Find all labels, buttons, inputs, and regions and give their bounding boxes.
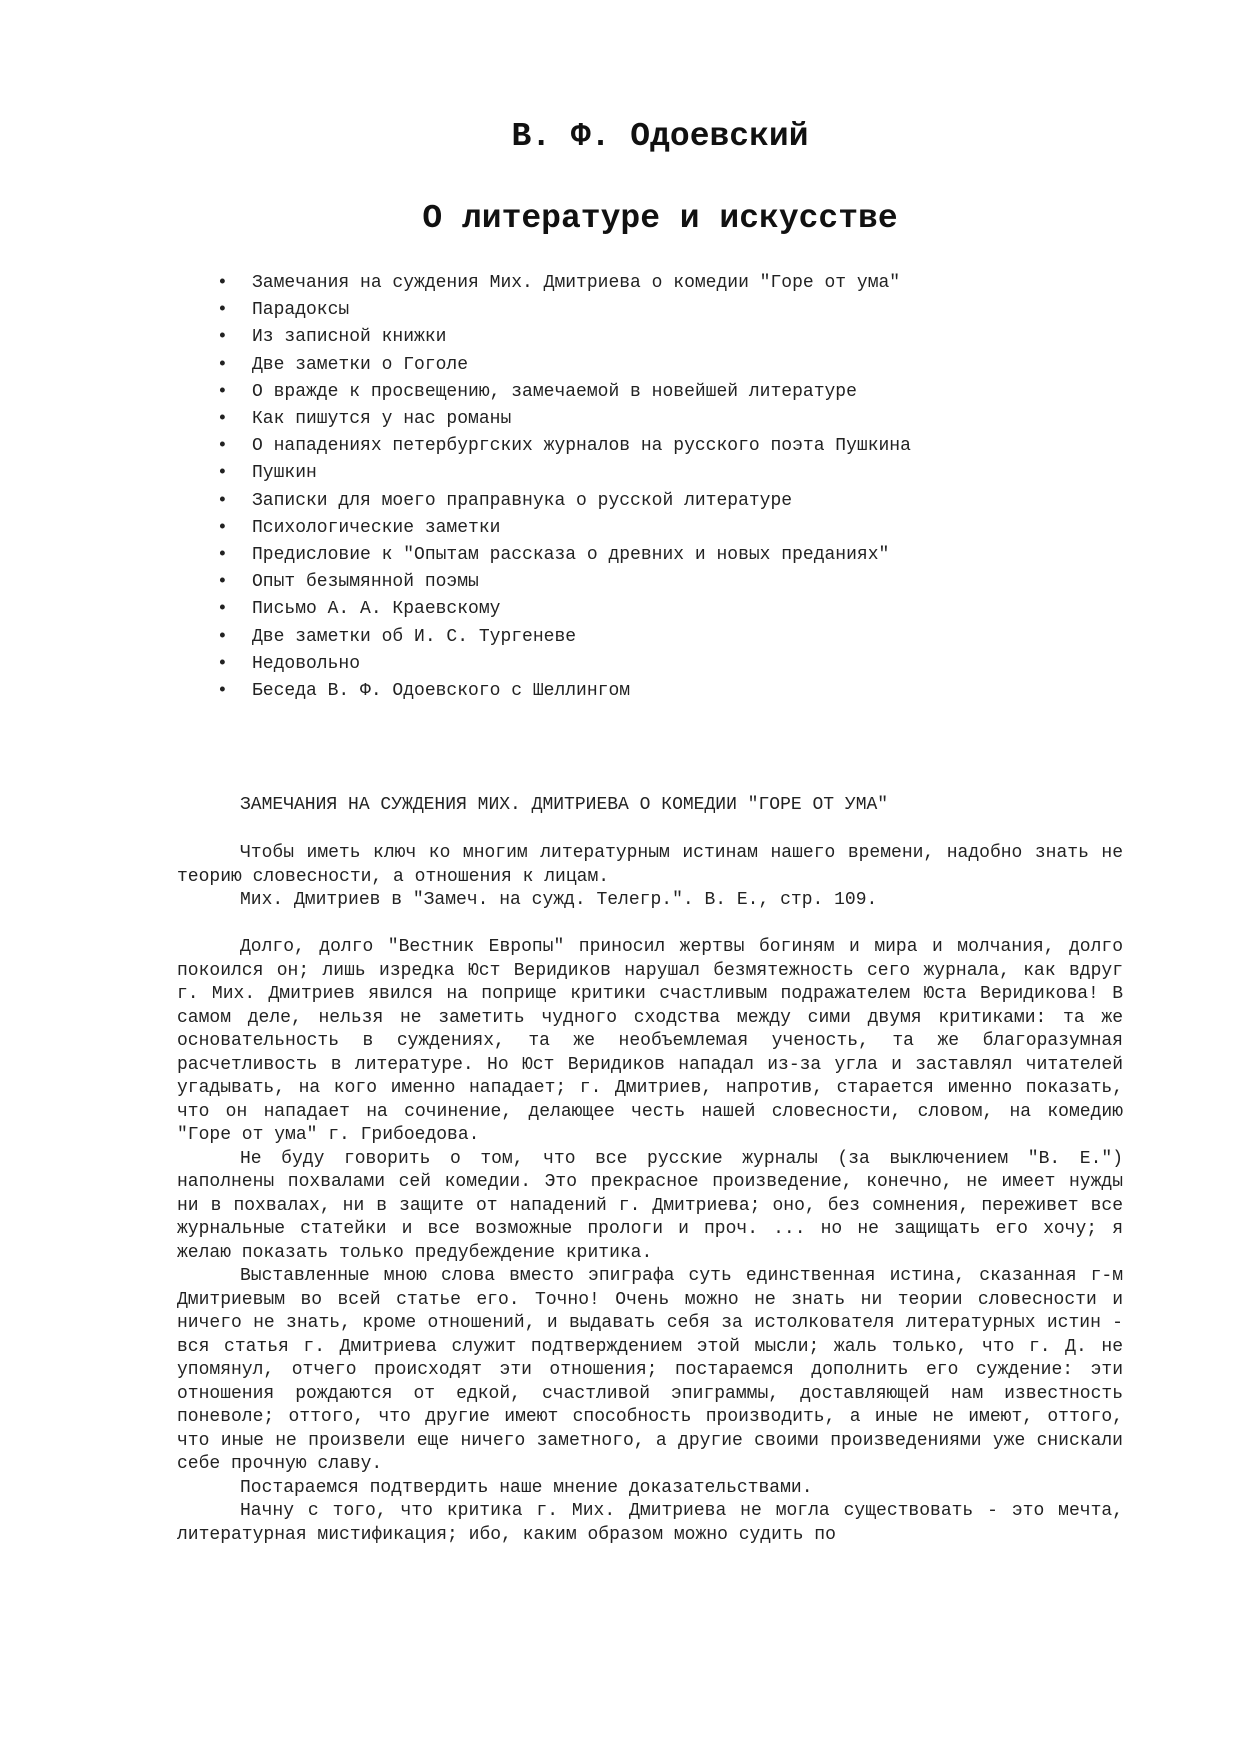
toc-item-label: О вражде к просвещению, замечаемой в новейшей литературе [252, 381, 857, 402]
paragraph: Постараемся подтвердить наше мнение доказательствами. [240, 1477, 813, 1498]
toc-item-label: Пушкин [252, 463, 317, 484]
epigraph [177, 842, 1123, 913]
epigraph-text: Чтобы иметь ключ ко многим литературным истинам нашего времени, надобно знать не теорию словесности, а отношения к лицам. [177, 843, 1123, 887]
toc-item[interactable] [214, 488, 911, 515]
toc-item[interactable] [214, 651, 911, 678]
toc-item[interactable] [214, 515, 911, 542]
bullet-icon: • [217, 572, 228, 593]
section-heading: ЗАМЕЧАНИЯ НА СУЖДЕНИЯ МИХ. ДМИТРИЕВА О КОМЕДИИ "ГОРЕ ОТ УМА" [240, 795, 889, 815]
author-name: В. Ф. Одоевский [511, 118, 809, 155]
bullet-icon: • [217, 517, 228, 538]
bullet-icon: • [217, 599, 228, 620]
toc-item-label: Как пишутся у нас романы [252, 409, 512, 430]
toc-item[interactable] [214, 542, 911, 569]
table-of-contents [214, 270, 911, 705]
toc-item[interactable] [214, 270, 911, 297]
bullet-icon: • [217, 381, 228, 402]
toc-item-label: Письмо А. А. Краевскому [252, 599, 501, 620]
paragraph: Начну с того, что критика г. Мих. Дмитриева не могла существовать - это мечта, литературная мистификация; ибо, каким образом можно судить по [177, 1501, 1123, 1545]
toc-item-label: Замечания на суждения Мих. Дмитриева о комедии "Горе от ума" [252, 273, 901, 293]
toc-item-label: Из записной книжки [252, 327, 447, 348]
toc-item-label: Записки для моего праправнука о русской литературе [252, 490, 793, 511]
toc-item[interactable] [214, 433, 911, 460]
toc-item-label: Две заметки об И. С. Тургеневе [252, 626, 577, 647]
bullet-icon: • [217, 490, 228, 511]
paragraph: Выставленные мною слова вместо эпиграфа суть единственная истина, сказанная г-м Дмитриевым во всей статье его. Точно! Очень можно не знать ни теории словесности и ничего не знать, кроме отношений, и выдавать себя за истолкователя литературных истин - вся статья г. Дмитриева служит подтверждением этой мысли; жаль только, что г. Д. не упомянул, отчего происходят эти отношения; постараемся дополнить его суждение: эти отношения рождаются от едкой, счастливой эпиграммы, доставляющей нам известность поневоле; оттого, что другие имеют способность производить, а иные не имеют, оттого, что иные не произвели еще ничего заметного, а другие своими произведениями уже снискали себе прочную славу. [177, 1266, 1123, 1474]
toc-item-label: Предисловие к "Опытам рассказа о древних и новых преданиях" [252, 545, 890, 566]
paragraph: Долго, долго "Вестник Европы" приносил жертвы богиням и мира и молчания, долго покоился он; лишь изредка Юст Веридиков нарушал безмятежность сего журнала, как вдруг г. Мих. Дмитриев явился на поприще критики счастливым подражателем Юста Веридикова! В самом деле, нельзя не заметить чудного сходства между сими двумя критиками: та же основательность в суждениях, та же необъемлемая ученость, та же благоразумная расчетливость в литературе. Но Юст Веридиков нападал из-за угла и заставлял читателей угадывать, на кого именно нападает; г. Дмитриев, напротив, старается именно показать, что он нападает на сочинение, делающее честь нашей словесности, словом, на комедию "Горе от ума" г. Грибоедова. [177, 937, 1123, 1145]
bullet-icon: • [217, 409, 228, 430]
epigraph-source: Мих. Дмитриев в "Замеч. на сужд. Телегр.". В. Е., стр. 109. [240, 890, 878, 910]
bullet-icon: • [217, 327, 228, 348]
toc-item-label: Опыт безымянной поэмы [252, 572, 479, 593]
bullet-icon: • [217, 626, 228, 647]
toc-item-label: Недовольно [252, 653, 361, 674]
toc-item[interactable] [214, 406, 911, 433]
toc-item-label: Беседа В. Ф. Одоевского с Шеллингом [252, 681, 631, 702]
bullet-icon: • [217, 681, 228, 702]
bullet-icon: • [217, 354, 228, 375]
bullet-icon: • [217, 436, 228, 457]
bullet-icon: • [217, 463, 228, 484]
toc-item[interactable] [214, 678, 911, 705]
toc-item-label: Психологические заметки [252, 517, 501, 538]
bullet-icon: • [217, 653, 228, 674]
book-title: О литературе и искусстве [422, 200, 898, 237]
bullet-icon: • [217, 273, 228, 293]
toc-item-label: Две заметки о Гоголе [252, 354, 469, 375]
toc-item[interactable] [214, 297, 911, 324]
toc-item[interactable] [214, 569, 911, 596]
toc-item[interactable] [214, 324, 911, 351]
toc-item[interactable] [214, 352, 911, 379]
article-body [177, 936, 1123, 1547]
toc-item-label: Парадоксы [252, 300, 350, 321]
bullet-icon: • [217, 545, 228, 566]
bullet-icon: • [217, 300, 228, 321]
toc-item[interactable] [214, 379, 911, 406]
paragraph: Не буду говорить о том, что все русские журналы (за выключением "В. Е.") наполнены похвалами сей комедии. Это прекрасное произведение, конечно, не имеет нужды ни в похвалах, ни в защите от нападений г. Дмитриева; оно, без сомнения, переживет все журнальные статейки и все возможные прологи и проч. ... но не защищать его хочу; я желаю показать только предубеждение критика. [177, 1148, 1123, 1263]
toc-item[interactable] [214, 460, 911, 487]
toc-item-label: О нападениях петербургских журналов на русского поэта Пушкина [252, 436, 911, 457]
toc-item[interactable] [214, 596, 911, 623]
toc-item[interactable] [214, 624, 911, 651]
